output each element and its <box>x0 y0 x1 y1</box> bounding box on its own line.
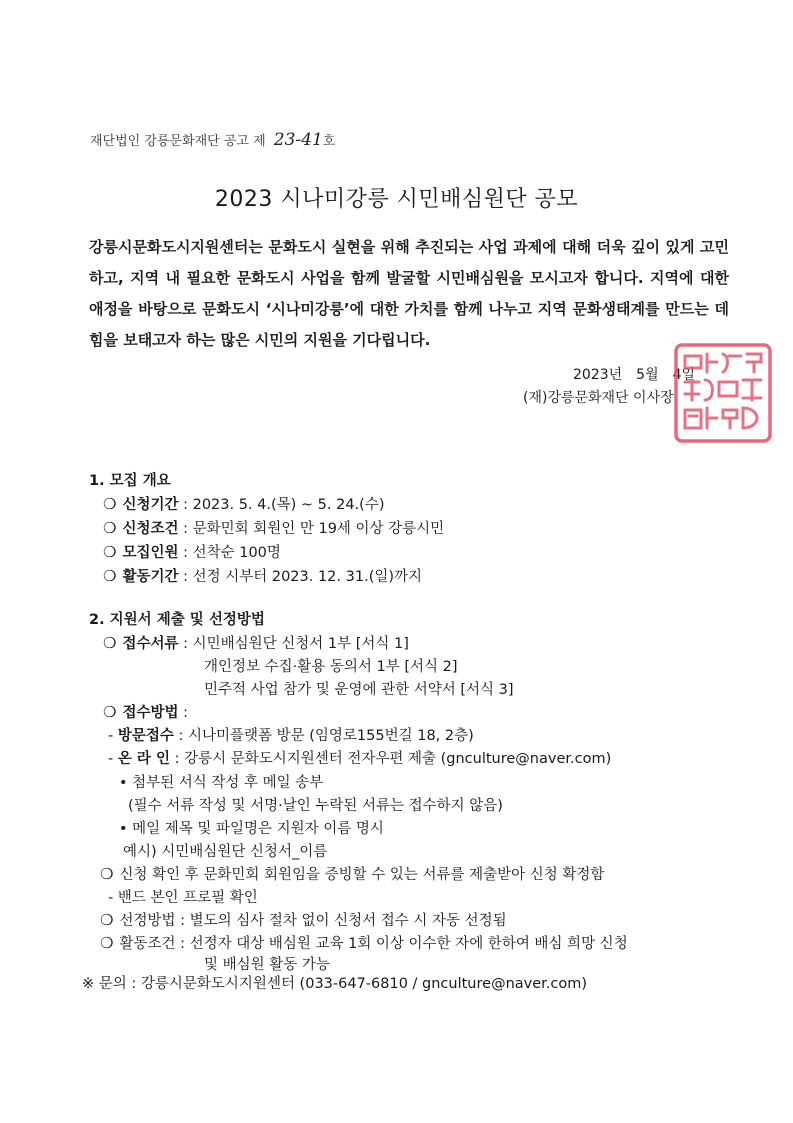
item-value: : 2023. 5. 4.(목) ~ 5. 24.(수) <box>183 497 385 513</box>
activity-text: 활동조건 : 선정자 대상 배심원 교육 1회 이상 이수한 자에 한하여 배심 희망 신청 <box>119 936 628 952</box>
date-month: 5월 <box>636 367 659 383</box>
date-day: 4일 <box>672 367 696 383</box>
item-label: 모집인원 <box>122 545 179 561</box>
bullet-text: 메일 제목 및 파일명은 지원자 이름 명시 <box>132 821 384 837</box>
activity-continued: 및 배심원 활동 가능 <box>204 957 330 973</box>
dash-icon: - <box>108 751 118 767</box>
dash-icon: - <box>108 728 118 744</box>
docs-label: 접수서류 <box>122 636 179 652</box>
bullet-row <box>119 771 323 792</box>
notice-suffix: 호 <box>322 134 336 149</box>
item-label: 신청조건 <box>122 521 179 537</box>
dot-bullet-icon: • <box>119 775 133 791</box>
intro-paragraph: 강릉시문화도시지원센터는 문화도시 실현을 위해 추진되는 사업 과제에 대해 더욱 깊이 있게 고민하고, 지역 내 필요한 문화도시 사업을 함께 발굴할 시민배심원을 모시고자 합니다. 지역에 대한 애정을 바탕으로 문화도시 ‘시나미강릉’에 대한 가치를 함께 나누고 지역 문화생태계를 만드는 데 힘을 보태고자 하는 많은 시민의 지원을 기다립니다. <box>89 238 729 349</box>
notice-number <box>90 130 335 150</box>
confirm-row <box>100 863 604 884</box>
method-label: 접수방법 <box>122 705 179 721</box>
item-label: 활동기간 <box>122 569 179 585</box>
item-label: 신청기간 <box>122 497 179 513</box>
bullet-example: 예시) 시민배심원단 신청서_이름 <box>123 844 328 860</box>
page-title: 2023 시나미강릉 시민배심원단 공모 <box>214 187 579 212</box>
bullet-text: 첨부된 서식 작성 후 메일 송부 <box>132 775 324 791</box>
visit-value: : 시나미플랫폼 방문 (임영로155번길 18, 2층) <box>178 728 474 744</box>
section2-heading: 2. 지원서 제출 및 선정방법 <box>89 612 265 628</box>
notice-prefix: 재단법인 강릉문화재단 공고 제 <box>90 134 266 149</box>
section1-item <box>103 517 444 538</box>
circle-bullet-icon: ❍ <box>100 911 114 929</box>
bullet-row <box>119 817 384 838</box>
section1-item <box>103 541 281 562</box>
contact-footer: ※ 문의 : 강릉시문화도시지원센터 (033-647-6810 / gnculture@naver.com) <box>82 976 588 992</box>
item-value: : 선정 시부터 2023. 12. 31.(일)까지 <box>183 569 423 585</box>
item-value: : 선착순 100명 <box>183 545 281 561</box>
item-value: : 문화민회 회원인 만 19세 이상 강릉시민 <box>183 521 445 537</box>
band-row: - 밴드 본인 프로필 확인 <box>108 890 258 906</box>
online-value: : 강릉시 문화도시지원센터 전자우편 제출 (gnculture@naver.com) <box>174 751 612 767</box>
notice-handwritten-number: 23-41 <box>273 130 323 150</box>
circle-bullet-icon: ❍ <box>103 567 117 585</box>
circle-bullet-icon: ❍ <box>103 543 117 561</box>
activity-row <box>100 932 628 953</box>
circle-bullet-icon: ❍ <box>103 519 117 537</box>
confirm-text: 신청 확인 후 문화민회 회원임을 증빙할 수 있는 서류를 제출받아 신청 확정함 <box>119 867 605 883</box>
official-seal-stamp <box>673 342 773 444</box>
organization-signature: (재)강릉문화재단 이사장 <box>523 390 674 406</box>
docs-row <box>103 632 409 653</box>
circle-bullet-icon: ❍ <box>100 934 114 952</box>
method-row <box>103 701 188 722</box>
circle-bullet-icon: ❍ <box>103 634 117 652</box>
section1-heading: 1. 모집 개요 <box>89 473 171 489</box>
method-colon: : <box>183 705 188 721</box>
visit-row <box>108 724 474 745</box>
docs-item: : 시민배심원단 신청서 1부 [서식 1] <box>183 636 409 652</box>
circle-bullet-icon: ❍ <box>100 865 114 883</box>
date-year: 2023년 <box>573 367 623 383</box>
selection-row <box>100 909 507 930</box>
bullet-note: (필수 서류 작성 및 서명·날인 누락된 서류는 접수하지 않음) <box>128 798 503 814</box>
online-row <box>108 747 611 768</box>
selection-text: 선정방법 : 별도의 심사 절차 없이 신청서 접수 시 자동 선정됨 <box>119 913 507 929</box>
online-label: 온 라 인 <box>117 751 170 767</box>
docs-item: 민주적 사업 참가 및 운영에 관한 서약서 [서식 3] <box>204 682 514 698</box>
section1-item <box>103 565 422 586</box>
circle-bullet-icon: ❍ <box>103 495 117 513</box>
visit-label: 방문접수 <box>117 728 174 744</box>
dot-bullet-icon: • <box>119 821 133 837</box>
circle-bullet-icon: ❍ <box>103 703 117 721</box>
section1-item <box>103 493 385 514</box>
docs-item: 개인정보 수집·활용 동의서 1부 [서식 2] <box>204 659 458 675</box>
